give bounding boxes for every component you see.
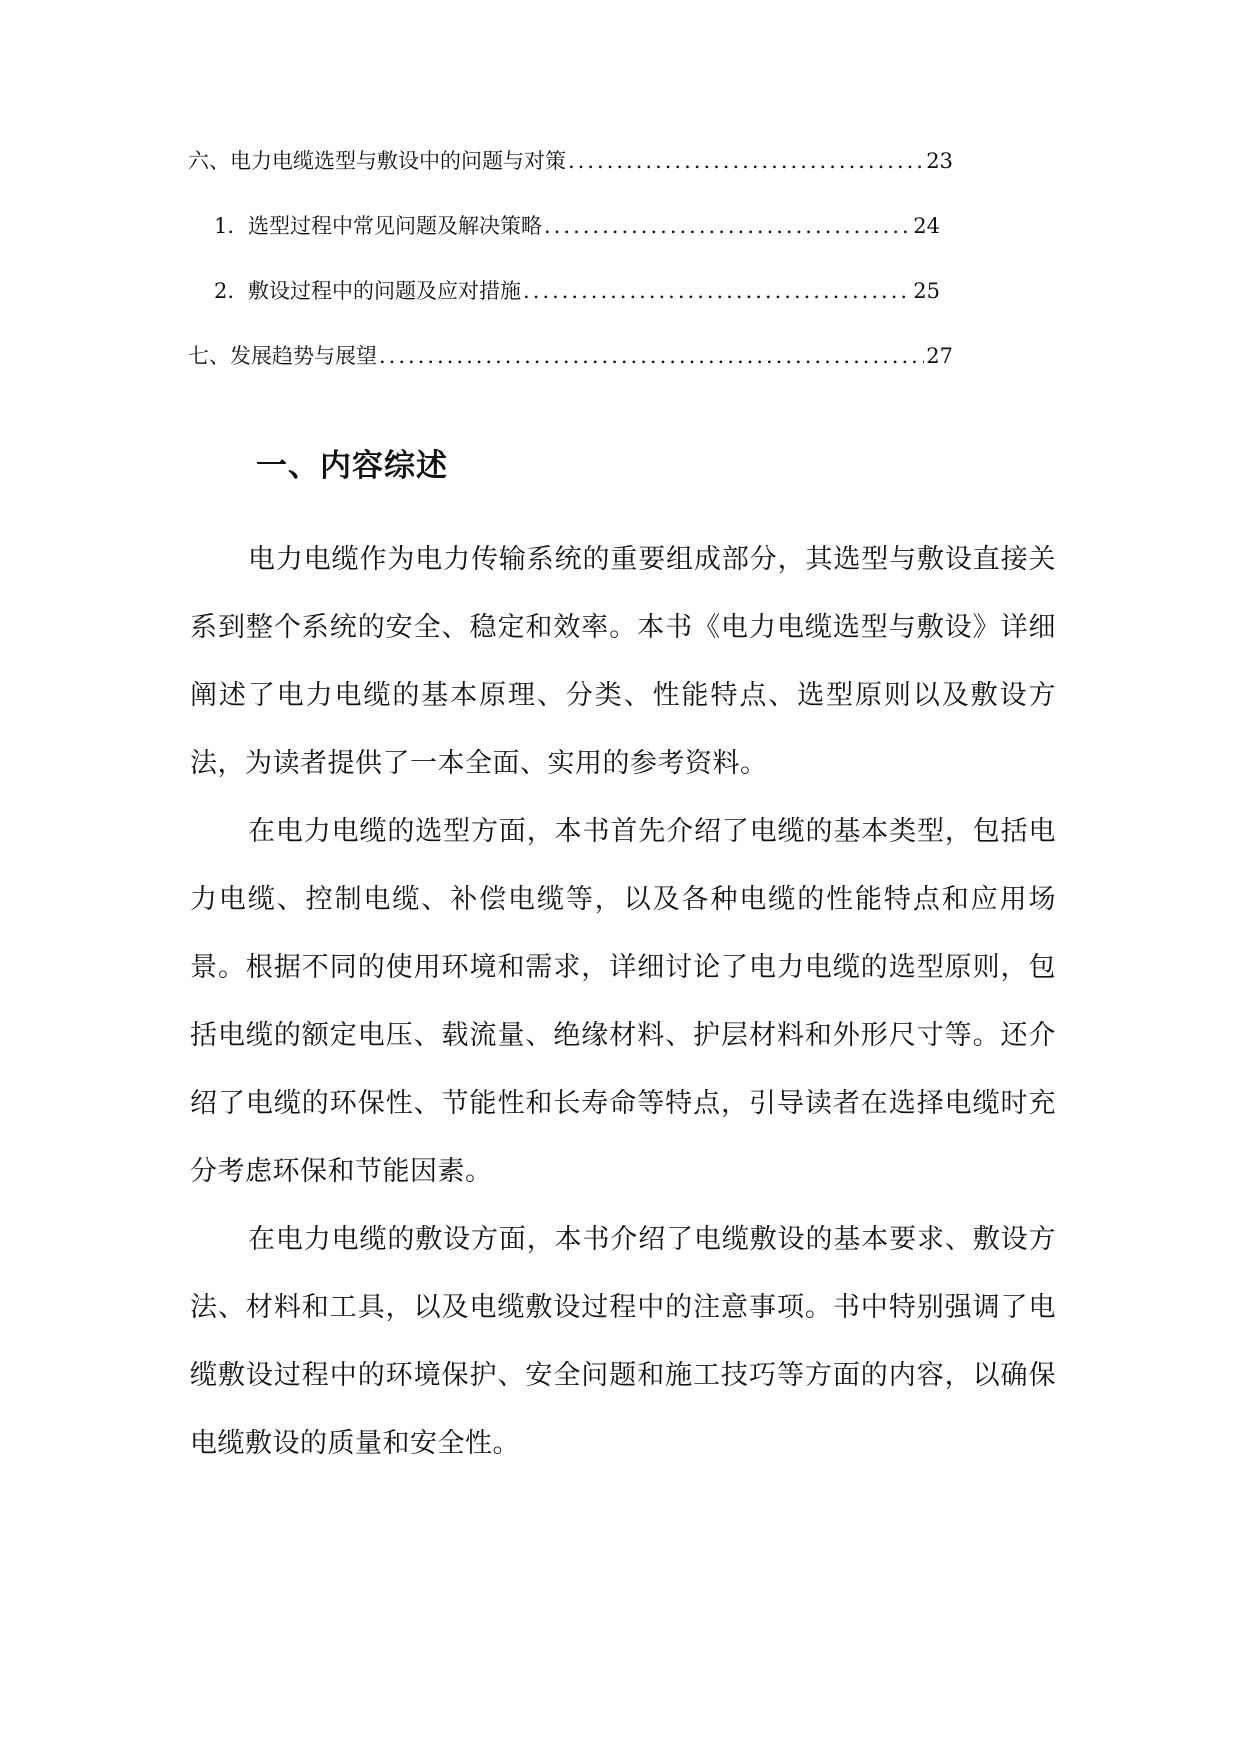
table-of-contents [188,145,953,405]
section-body [190,526,1056,1478]
toc-entry-title: 选型过程中常见问题及解决策略 [248,214,543,238]
toc-entry-title: 敷设过程中的问题及应对措施 [248,279,522,303]
toc-entry-number: 2. [214,279,235,303]
paragraph: 电力电缆作为电力传输系统的重要组成部分，其选型与敷设直接关系到整个系统的安全、稳定和效率。本书《电力电缆选型与敷设》详细阐述了电力电缆的基本原理、分类、性能特点、选型原则以及敷设方法，为读者提供了一本全面、实用的参考资料。 [190,544,1056,779]
toc-entry-number: 1. [214,214,235,238]
toc-entry-page: 25 [913,279,940,303]
toc-entry-title: 六、电力电缆选型与敷设中的问题与对策 [188,149,566,173]
toc-entry[interactable] [188,340,953,405]
toc-leader-dots [544,214,911,238]
paragraph: 在电力电缆的选型方面，本书首先介绍了电缆的基本类型，包括电力电缆、控制电缆、补偿电缆等，以及各种电缆的性能特点和应用场景。根据不同的使用环境和需求，详细讨论了电力电缆的选型原则，包括电缆的额定电压、载流量、绝缘材料、护层材料和外形尺寸等。还介绍了电缆的环保性、节能性和长寿命等特点，引导读者在选择电缆时充分考虑环保和节能因素。 [190,816,1056,1187]
section-heading: 一、内容综述 [256,448,448,484]
toc-entry-page: 23 [926,149,953,173]
toc-entry-page: 24 [913,214,940,238]
toc-entry-page: 27 [926,344,953,368]
toc-leader-dots [568,149,924,173]
toc-leader-dots [379,344,924,368]
toc-entry[interactable] [188,145,953,210]
toc-leader-dots [523,279,911,303]
toc-entry-title: 七、发展趋势与展望 [188,344,377,368]
toc-entry[interactable] [188,275,940,340]
paragraph: 在电力电缆的敷设方面，本书介绍了电缆敷设的基本要求、敷设方法、材料和工具，以及电缆敷设过程中的注意事项。书中特别强调了电缆敷设过程中的环境保护、安全问题和施工技巧等方面的内容，以确保电缆敷设的质量和安全性。 [190,1224,1056,1459]
toc-entry[interactable] [188,210,940,275]
